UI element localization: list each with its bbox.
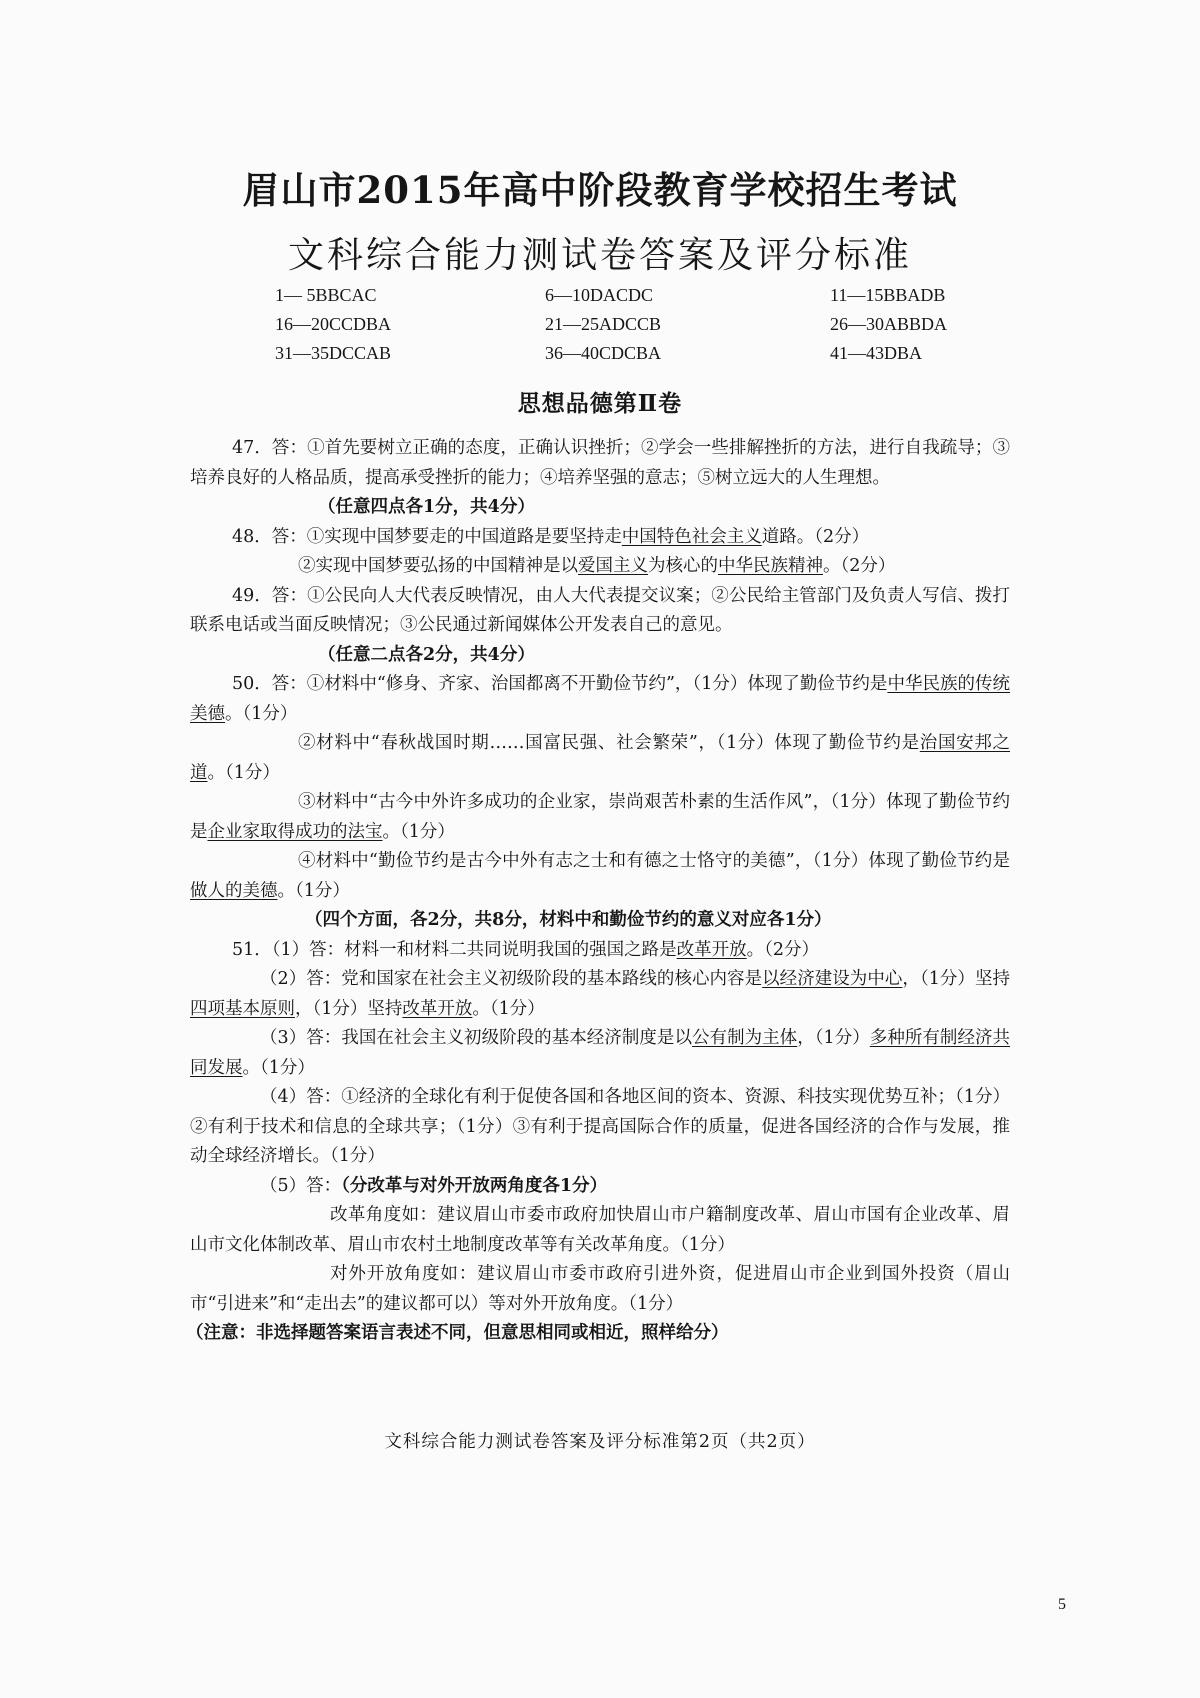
scoring-note-q50: （四个方面，各2分，共8分，材料中和勤俭节约的意义对应各1分） bbox=[305, 910, 832, 930]
key-term: 改革开放 bbox=[402, 998, 473, 1019]
answer-q49: 49．答：①公民向人大代表反映情况，由人大代表提交议案；②公民给主管部门及负责人写信、拨打联系电话或当面反映情况；③公民通过新闻媒体公开发表自己的意见。 bbox=[190, 585, 1010, 635]
key-term: 做人的美德 bbox=[190, 880, 278, 901]
answer-q51-part2: （2）答：党和国家在社会主义初级阶段的基本路线的核心内容是以经济建设为中心，（1分）坚持四项基本原则，（1分）坚持改革开放。（1分） bbox=[190, 969, 1010, 1019]
answer-q48-part2: ②实现中国梦要弘扬的中国精神是以爱国主义为核心的中华民族精神。（2分） bbox=[298, 556, 896, 576]
key-term: 中华民族精神 bbox=[718, 556, 823, 576]
answer-key-title: 文科综合能力测试卷答案及评分标准 bbox=[287, 235, 912, 276]
key-term: 公有制为主体 bbox=[692, 1028, 798, 1048]
key-term: 改革开放 bbox=[676, 939, 747, 960]
mc-answer: 36—40CDCBA bbox=[545, 343, 662, 363]
mc-answer: 26—30ABBDA bbox=[830, 314, 948, 334]
key-term: 治国安邦之道 bbox=[190, 733, 1011, 783]
mc-answer: 6—10DACDC bbox=[545, 285, 654, 305]
section-title: 思想品德第Ⅱ卷 bbox=[517, 390, 683, 417]
key-term: 四项基本原则 bbox=[190, 998, 295, 1019]
answer-q50-part1: 50．答：①材料中“修身、齐家、治国都离不开勤俭节约”，（1分）体现了勤俭节约是中华民族的传统美德。（1分） bbox=[190, 674, 1010, 724]
mc-answer: 11—15BBADB bbox=[830, 285, 946, 305]
answer-q48-part1: 48．答：①实现中国梦要走的中国道路是要坚持走中国特色社会主义道路。（2分） bbox=[232, 526, 870, 547]
answer-body bbox=[186, 434, 1011, 1349]
answer-q50-part4: ④材料中“勤俭节约是古今中外有志之士和有德之士恪守的美德”，（1分）体现了勤俭节约是做人的美德。（1分） bbox=[190, 851, 1010, 901]
page-number: 5 bbox=[1058, 1596, 1066, 1613]
scoring-note-q49: （任意二点各2分，共4分） bbox=[318, 644, 535, 665]
answer-q51-opening-up: 对外开放角度如：建议眉山市委市政府引进外资，促进眉山市企业到国外投资（眉山市“引进来”和“走出去”的建议都可以）等对外开放角度。（1分） bbox=[190, 1264, 1010, 1314]
key-term: 以经济建设为中心 bbox=[762, 969, 903, 989]
key-term: 中国特色社会主义 bbox=[621, 526, 762, 547]
mc-answer: 16—20CCDBA bbox=[275, 314, 392, 334]
answer-q51-part5: （5）答：（分改革与对外开放两角度各1分） bbox=[260, 1175, 608, 1196]
general-note: （注意：非选择题答案语言表述不同，但意思相同或相近，照样给分） bbox=[186, 1323, 729, 1343]
multiple-choice-answers bbox=[275, 283, 975, 366]
answer-q51-part3: （3）答：我国在社会主义初级阶段的基本经济制度是以公有制为主体，（1分）多种所有制经济共同发展。（1分） bbox=[190, 1028, 1011, 1078]
scoring-note-q47: （任意四点各1分，共4分） bbox=[318, 497, 535, 517]
mc-answer: 41—43DBA bbox=[830, 343, 923, 363]
answer-q51-part4: （4）答：①经济的全球化有利于促使各国和各地区间的资本、资源、科技实现优势互补；（1分）②有利于技术和信息的全球共享；（1分）③有利于提高国际合作的质量，促进各国经济的合作与发展，推动全球经济增长。（1分） bbox=[190, 1087, 1010, 1166]
answer-q51-reform: 改革角度如：建议眉山市委市政府加快眉山市户籍制度改革、眉山市国有企业改革、眉山市文化体制改革、眉山市农村土地制度改革等有关改革角度。（1分） bbox=[190, 1205, 1010, 1255]
page-footer: 文科综合能力测试卷答案及评分标准第2页（共2页） bbox=[384, 1432, 816, 1452]
key-term: 中华民族的传统美德 bbox=[190, 674, 1010, 724]
answer-q50-part2: ②材料中“春秋战国时期……国富民强、社会繁荣”，（1分）体现了勤俭节约是治国安邦之道。（1分） bbox=[190, 733, 1011, 783]
mc-answer: 21—25ADCCB bbox=[545, 314, 662, 334]
mc-answer: 1— 5BBCAC bbox=[275, 285, 377, 305]
key-term: 爱国主义 bbox=[578, 556, 648, 576]
answer-q51-part1: 51．（1）答：材料一和材料二共同说明我国的强国之路是改革开放。（2分） bbox=[232, 939, 820, 960]
scoring-note-q51-5: （分改革与对外开放两角度各1分） bbox=[341, 1175, 608, 1196]
answer-q47: 47．答：①首先要树立正确的态度，正确认识挫折；②学会一些排解挫折的方法，进行自我疏导；③培养良好的人格品质，提高承受挫折的能力；④培养坚强的意志；⑤树立远大的人生理想。 bbox=[190, 438, 1010, 488]
key-term: 多种所有制经济共同发展 bbox=[190, 1028, 1011, 1078]
answer-q50-part3: ③材料中“古今中外许多成功的企业家，崇尚艰苦朴素的生活作风”，（1分）体现了勤俭节约是企业家取得成功的法宝。（1分） bbox=[190, 792, 1010, 842]
exam-title: 眉山市2015年高中阶段教育学校招生考试 bbox=[242, 168, 958, 212]
key-term: 企业家取得成功的法宝 bbox=[207, 821, 383, 842]
mc-answer: 31—35DCCAB bbox=[275, 343, 392, 363]
